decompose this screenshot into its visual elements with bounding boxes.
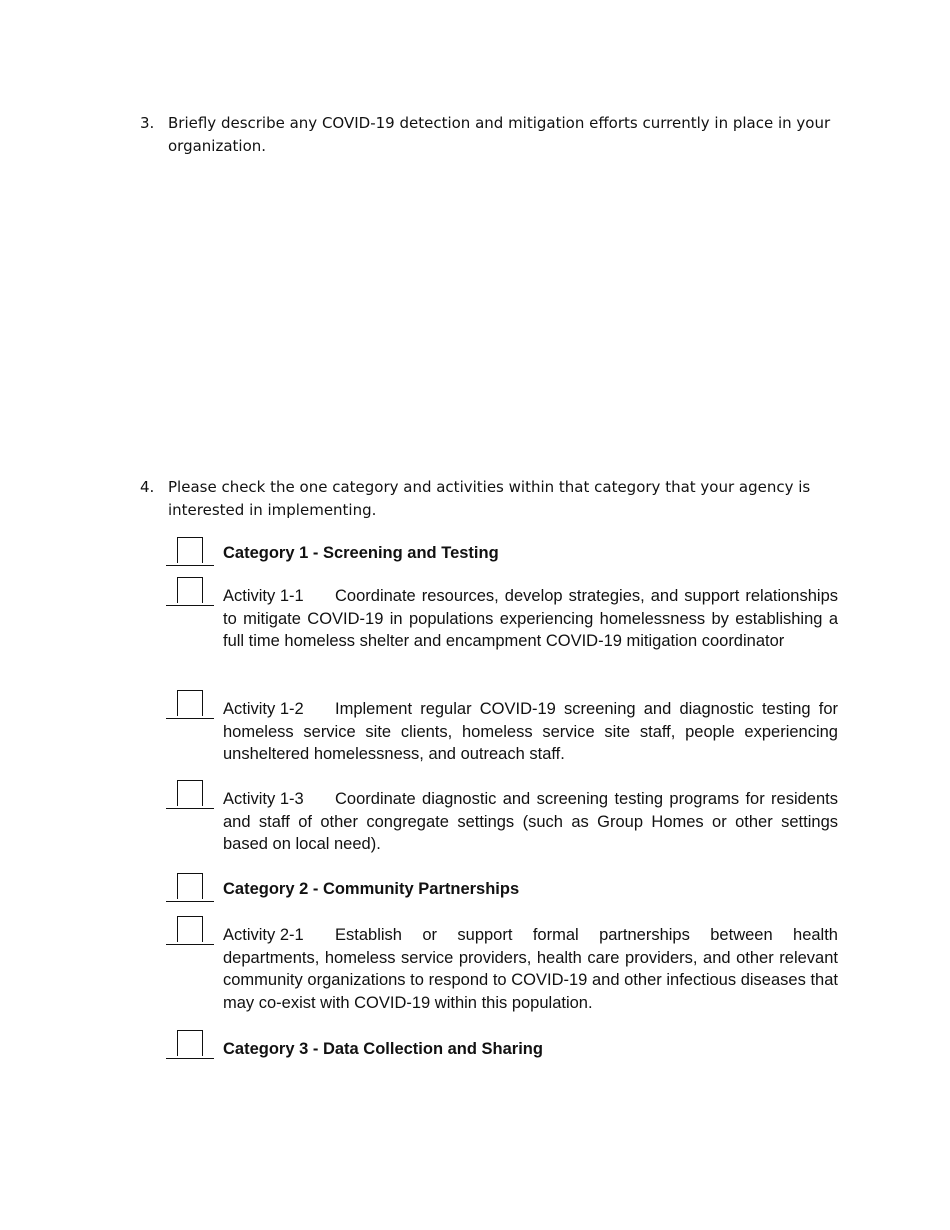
activity-code: Activity 1-3 xyxy=(223,790,304,808)
checkbox-category-3[interactable] xyxy=(166,1030,214,1059)
question-4 xyxy=(140,476,840,522)
question-text: Please check the one category and activities within that category that your agency is interested in implementing. xyxy=(168,478,811,519)
activity-code: Activity 1-2 xyxy=(223,700,304,718)
checkbox-category-1[interactable] xyxy=(166,537,214,566)
activity-description: Activity 1-2 Implement regular COVID-19 screening and diagnostic testing for homeless service site clients, homeless service site staff, people experiencing unsheltered homelessness, and outreach staff. xyxy=(223,700,838,764)
category-label: Category 3 - Data Collection and Sharing xyxy=(223,1040,543,1058)
category-label: Category 2 - Community Partnerships xyxy=(223,880,520,898)
question-3 xyxy=(140,112,840,158)
checkbox-activity-1-1[interactable] xyxy=(166,577,214,606)
question-text: Briefly describe any COVID-19 detection and mitigation efforts currently in place in your organization. xyxy=(168,114,831,155)
category-label: Category 1 - Screening and Testing xyxy=(223,544,499,562)
checkbox-activity-2-1[interactable] xyxy=(166,916,214,945)
checkbox-activity-1-3[interactable] xyxy=(166,780,214,809)
activity-code: Activity 2-1 xyxy=(223,926,304,944)
activity-code: Activity 1-1 xyxy=(223,587,304,605)
activity-description: Activity 2-1 Establish or support formal partnerships between health departments, homeless service providers, health care providers, and other relevant community organizations to respond to COVID-19 and other infectious diseases that may co-exist with COVID-19 within this population. xyxy=(223,926,838,1012)
checkbox-activity-1-2[interactable] xyxy=(166,690,214,719)
activity-description: Activity 1-3 Coordinate diagnostic and screening testing programs for residents and staff of other congregate settings (such as Group Homes or other settings based on local need). xyxy=(223,790,838,854)
question-number: 3. xyxy=(140,114,155,132)
activity-description: Activity 1-1 Coordinate resources, develop strategies, and support relationships to mitigate COVID-19 in populations experiencing homelessness by establishing a full time homeless shelter and encampment COVID-19 mitigation coordinator xyxy=(223,587,838,651)
question-number: 4. xyxy=(140,478,155,496)
checkbox-category-2[interactable] xyxy=(166,873,214,902)
